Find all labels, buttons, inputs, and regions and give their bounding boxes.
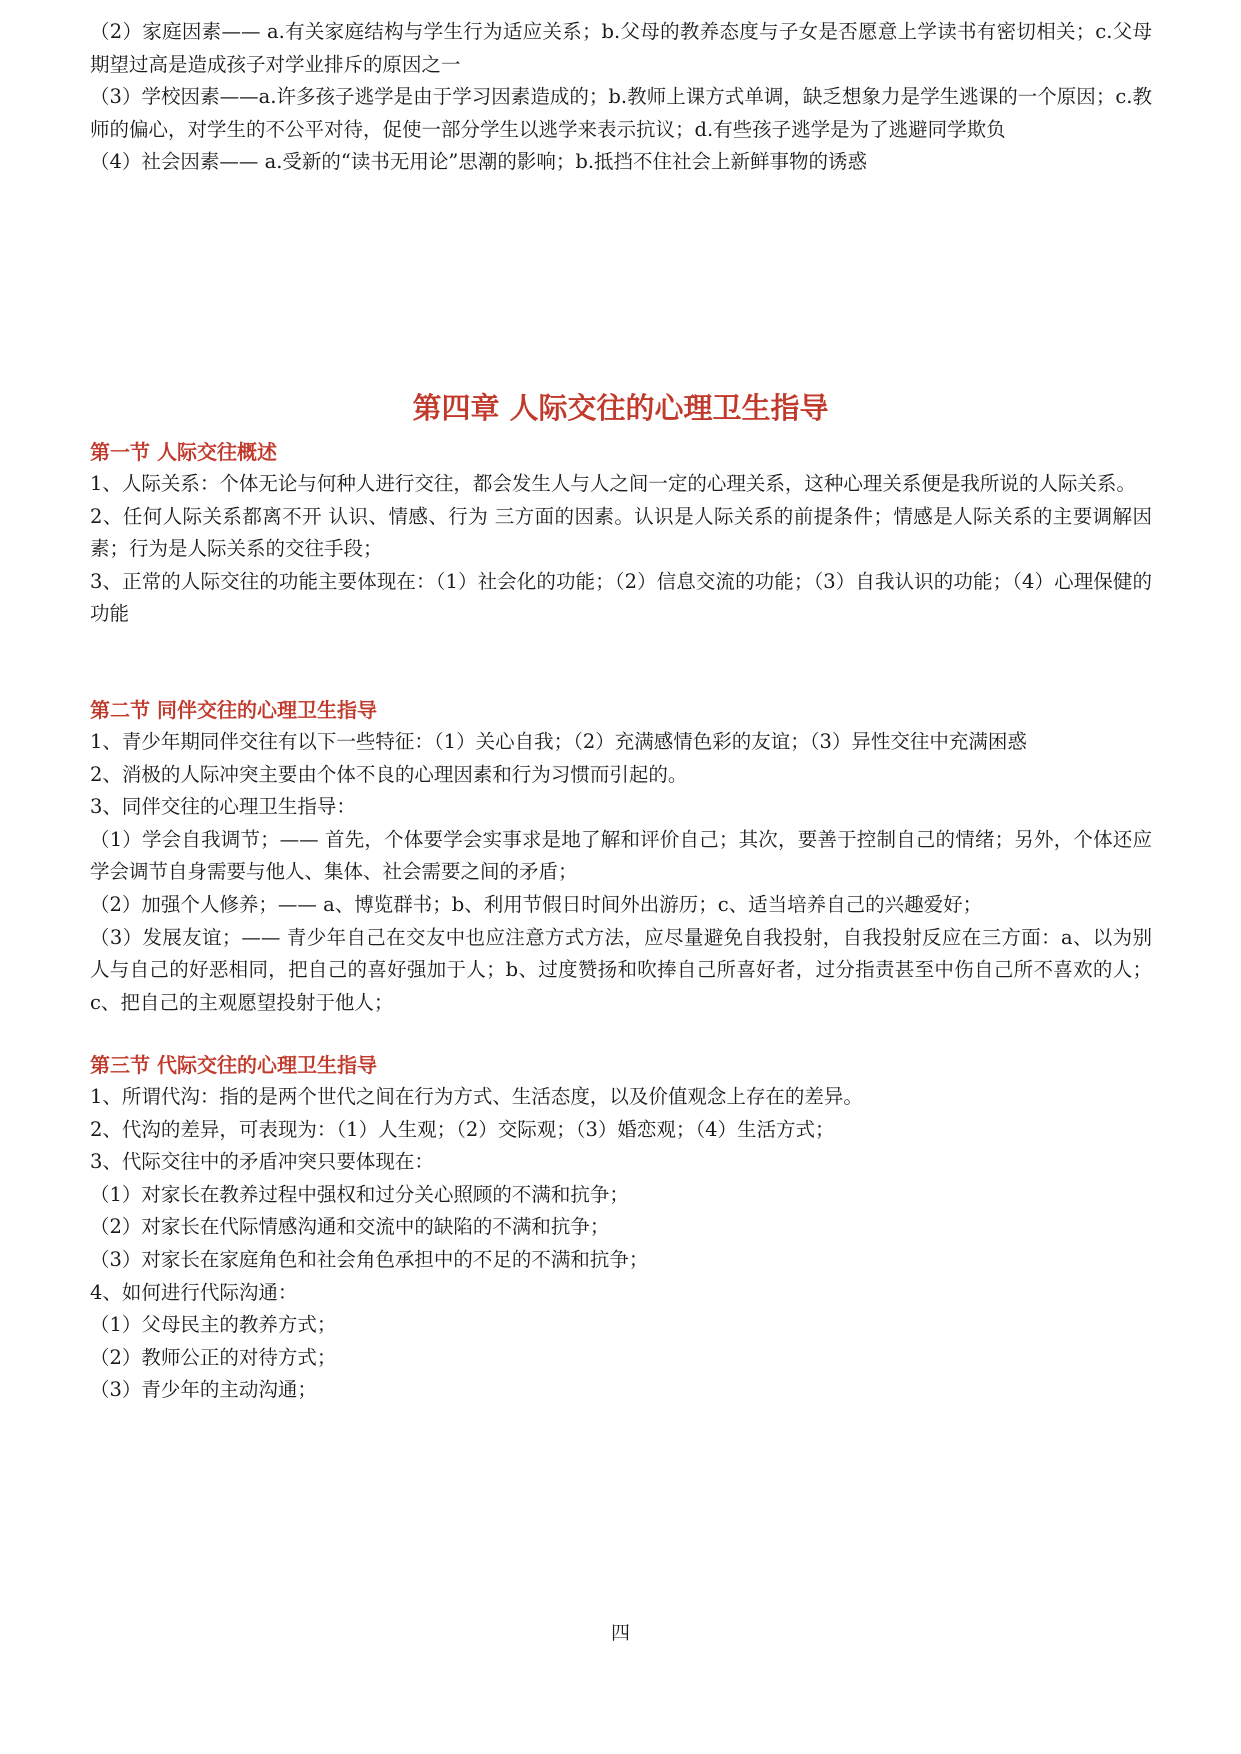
list-item: 2、消极的人际冲突主要由个体不良的心理因素和行为习惯而引起的。 bbox=[90, 762, 688, 786]
list-item: （3）发展友谊；—— 青少年自己在交友中也应注意方式方法，应尽量避免自我投射，自我投射反应在三方面：a、以为别人与自己的好恶相同，把自己的喜好强加于人；b、过度赞扬和吹捧自己所喜好者，过分指责甚至中伤自己所不喜欢的人；c、把自己的主观愿望投射于他人； bbox=[90, 925, 1152, 1014]
top-section bbox=[90, 16, 1152, 179]
section-2-title: 第二节 同伴交往的心理卫生指导 bbox=[90, 698, 377, 722]
list-item: 2、任何人际关系都离不开 认识、情感、行为 三方面的因素。认识是人际关系的前提条件；情感是人际关系的主要调解因素；行为是人际关系的交往手段； bbox=[90, 504, 1152, 561]
section-3-title: 第三节 代际交往的心理卫生指导 bbox=[90, 1053, 377, 1077]
list-item: 1、青少年期同伴交往有以下一些特征：（1）关心自我；（2）充满感情色彩的友谊；（3）异性交往中充满困惑 bbox=[90, 730, 1027, 753]
list-item: （3）对家长在家庭角色和社会角色承担中的不足的不满和抗争； bbox=[90, 1247, 649, 1271]
list-item: 3、同伴交往的心理卫生指导： bbox=[90, 795, 356, 819]
list-item: 3、代际交往中的矛盾冲突只要体现在： bbox=[90, 1150, 434, 1174]
paragraph-school-factors: （3）学校因素——a.许多孩子逃学是由于学习因素造成的；b.教师上课方式单调，缺乏想象力是学生逃课的一个原因；c.教师的偏心，对学生的不公平对待，促使一部分学生以逃学来表示抗议；d.有些孩子逃学是为了逃避同学欺负 bbox=[90, 85, 1152, 141]
list-item: （2）加强个人修养；—— a、博览群书；b、利用节假日时间外出游历；c、适当培养自己的兴趣爱好； bbox=[90, 892, 983, 916]
paragraph-social-factors: （4）社会因素—— a.受新的“读书无用论”思潮的影响；b.抵挡不住社会上新鲜事物的诱惑 bbox=[90, 150, 868, 174]
list-item: （2）教师公正的对待方式； bbox=[90, 1345, 337, 1369]
section-3-body bbox=[90, 1081, 1152, 1407]
page-number: 四 bbox=[610, 1622, 630, 1644]
list-item: 4、如何进行代际沟通： bbox=[90, 1280, 298, 1304]
list-item: 1、所谓代沟：指的是两个世代之间在行为方式、生活态度，以及价值观念上存在的差异。 bbox=[90, 1085, 863, 1108]
list-item: （1）学会自我调节；—— 首先，个体要学会实事求是地了解和评价自己；其次，要善于控制自己的情绪；另外，个体还应学会调节自身需要与他人、集体、社会需要之间的矛盾； bbox=[90, 827, 1152, 884]
list-item: （2）对家长在代际情感沟通和交流中的缺陷的不满和抗争； bbox=[90, 1215, 610, 1239]
list-item: 3、正常的人际交往的功能主要体现在：（1）社会化的功能；（2）信息交流的功能；（3）自我认识的功能；（4）心理保健的功能 bbox=[90, 569, 1152, 626]
section-1-title: 第一节 人际交往概述 bbox=[90, 440, 277, 464]
list-item: 2、代沟的差异，可表现为：（1）人生观；（2）交际观；（3）婚恋观；（4）生活方式； bbox=[90, 1117, 835, 1141]
list-item: （1）父母民主的教养方式； bbox=[90, 1313, 337, 1337]
paragraph-family-factors: （2）家庭因素—— a.有关家庭结构与学生行为适应关系；b.父母的教养态度与子女是否愿意上学读书有密切相关；c.父母期望过高是造成孩子对学业排斥的原因之一 bbox=[90, 20, 1152, 76]
section-1-body bbox=[90, 468, 1152, 631]
list-item: （3）青少年的主动沟通； bbox=[90, 1378, 317, 1402]
list-item: （1）对家长在教养过程中强权和过分关心照顾的不满和抗争； bbox=[90, 1182, 629, 1206]
section-2-body bbox=[90, 726, 1152, 1019]
list-item: 1、人际关系：个体无论与何种人进行交往，都会发生人与人之间一定的心理关系，这种心理关系便是我所说的人际关系。 bbox=[90, 472, 1136, 495]
chapter-title: 第四章 人际交往的心理卫生指导 bbox=[412, 391, 829, 425]
